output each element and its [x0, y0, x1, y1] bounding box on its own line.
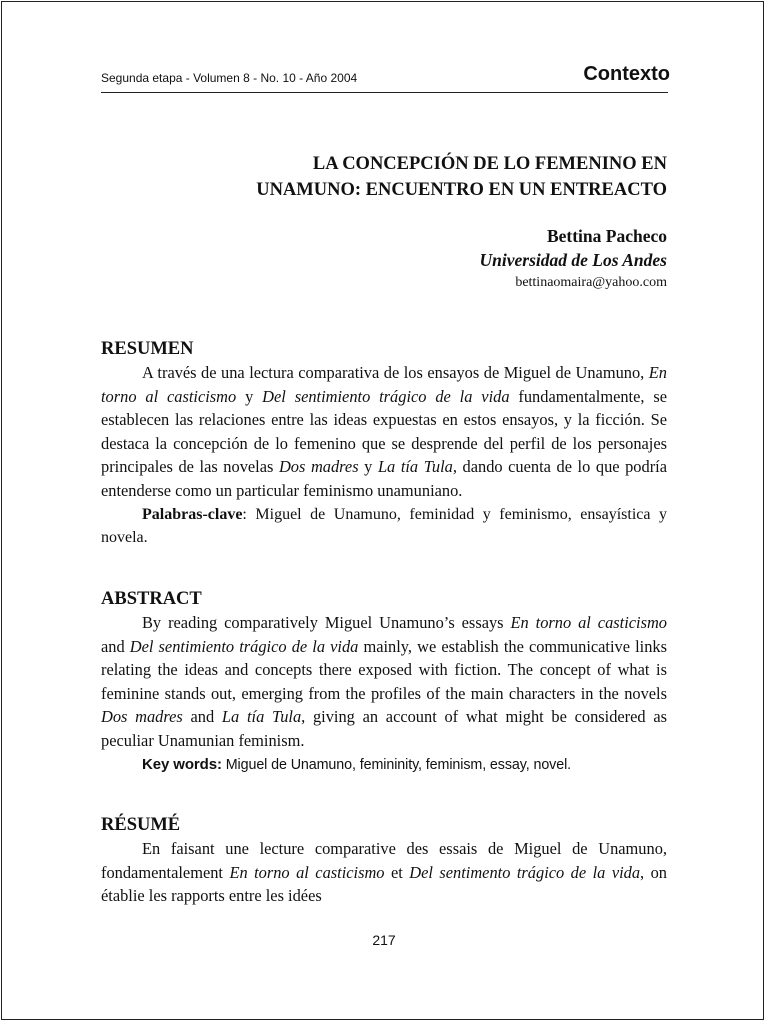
journal-info: Segunda etapa - Volumen 8 - No. 10 - Año 2004 [101, 71, 358, 85]
abstract-heading: ABSTRACT [101, 589, 202, 609]
abstract-section [101, 587, 667, 777]
abstract-keywords: Key words: Miguel de Unamuno, femininity, feminism, essay, novel. [142, 755, 572, 773]
resumen-section [101, 337, 667, 550]
resume-heading: RÉSUMÉ [101, 815, 181, 835]
author-block [101, 224, 667, 294]
page-number: 217 [372, 932, 396, 948]
title-line-1: LA CONCEPCIÓN DE LO FEMENINO EN [312, 154, 667, 174]
author-name: Bettina Pacheco [546, 226, 667, 246]
resumen-keywords: Palabras-clave: Miguel de Unamuno, feminidad y feminismo, ensayística y novela. [101, 505, 667, 547]
resume-paragraph: En faisant une lecture comparative des essais de Miguel de Unamuno, fondamentalement En torno al casticismo et Del sentimento trágico de la vida, on établie les rapports entre les idées [101, 839, 667, 906]
resume-section [101, 813, 667, 908]
resumen-heading: RESUMEN [101, 339, 194, 359]
article-title [101, 151, 667, 203]
abstract-paragraph: By reading comparatively Miguel Unamuno’s essays En torno al casticismo and Del sentimiento trágico de la vida mainly, we establish the communicative links relating the ideas and concepts there exposed with fiction. The concept of what is feminine stands out, emerging from the profiles of the main characters in the novels Dos madres and La tía Tula, giving an account of what might be considered as peculiar Unamunian feminism. [101, 613, 668, 750]
title-line-2: UNAMUNO: ENCUENTRO EN UN ENTREACTO [256, 180, 667, 200]
journal-logo: Contexto [583, 63, 670, 85]
author-affiliation: Universidad de Los Andes [479, 250, 667, 270]
resumen-paragraph: A través de una lectura comparativa de los ensayos de Miguel de Unamuno, En torno al casticismo y Del sentimiento trágico de la vida fundamentalmente, se establecen las relaciones entre las ideas expuestas en estos ensayos, y la ficción. Se destaca la concepción de lo femenino que se desprende del perfil de los personajes principales de las novelas Dos madres y La tía Tula, dando cuenta de lo que podría entenderse como un particular feminismo unamuniano. [101, 363, 667, 500]
author-email: bettinaomaira@yahoo.com [515, 275, 667, 290]
running-header [101, 62, 668, 93]
